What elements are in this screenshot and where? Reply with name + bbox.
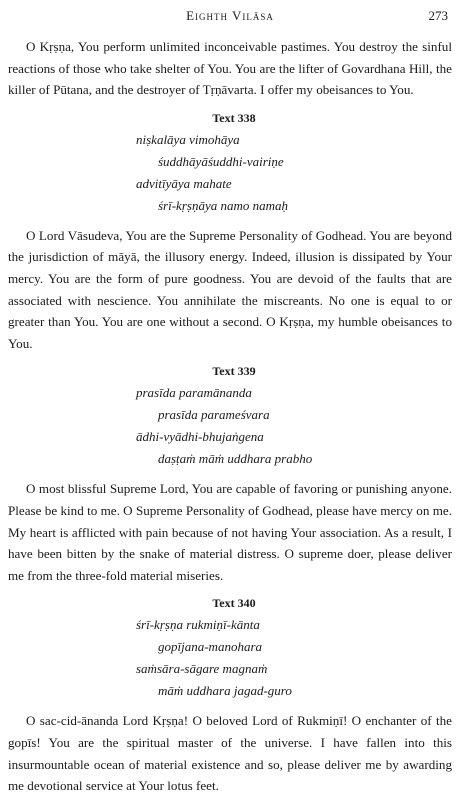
text-number: Text 339 bbox=[212, 364, 256, 379]
running-head bbox=[0, 8, 460, 28]
verse-line: advitīyāya mahate bbox=[136, 175, 232, 191]
page-number: 273 bbox=[428, 8, 448, 23]
verse-line: daṣṭaṁ māṁ uddhara prabho bbox=[158, 451, 313, 467]
paragraph: O sac-cid-ānanda Lord Kṛṣṇa! O beloved Lord of Rukmiṇī! O enchanter of the gopīs! You are the spiritual master of the universe. I have fallen into this insurmountable ocean of material existence and so, please deliver me by awarding me devotional service at Your lotus feet. bbox=[8, 713, 452, 794]
running-title: Eighth Vilāsa bbox=[186, 8, 274, 23]
paragraph: O most blissful Supreme Lord, You are capable of favoring or punishing anyone. Please be kind to me. O Supreme Personality of Godhead, please have mercy on me. My heart is afflicted with pain because of not having Your association. As a result, I have been bitten by the snake of material distress. O supreme doer, please deliver me from the three-fold material miseries. bbox=[8, 481, 452, 583]
text-number: Text 338 bbox=[212, 110, 256, 125]
verse-line: ādhi-vyādhi-bhujaṅgena bbox=[136, 429, 264, 445]
verse-line: prasīda parameśvara bbox=[158, 407, 270, 423]
verse-line: gopījana-manohara bbox=[158, 639, 262, 655]
verse-line: saṁsāra-sāgare magnaṁ bbox=[136, 661, 268, 677]
verse bbox=[8, 614, 452, 702]
verse bbox=[8, 382, 452, 470]
paragraph: O Lord Vāsudeva, You are the Supreme Personality of Godhead. You are beyond the jurisdiction of māyā, the illusory energy. Indeed, illusion is dissipated by Your mercy. You are the form of pure goodness. You are devoid of the faults that are associated with nescience. You annihilate the miscreants. No one is equal to or greater than You. You are one without a second. O Kṛṣṇa, my humble obeisances to You. bbox=[8, 227, 452, 351]
verse-line: śrī-kṛṣṇa rukmiṇī-kānta bbox=[136, 617, 260, 633]
body-text bbox=[8, 36, 452, 797]
verse bbox=[8, 129, 452, 217]
verse-line: niṣkalāya vimohāya bbox=[136, 131, 240, 147]
verse-line: māṁ uddhara jagad-guro bbox=[158, 683, 292, 699]
text-number: Text 340 bbox=[212, 596, 256, 611]
verse-line: śuddhāyāśuddhi-vairiṇe bbox=[158, 153, 284, 169]
paragraph: O Kṛṣṇa, You perform unlimited inconceivable pastimes. You destroy the sinful reactions of those who take shelter of You. You are the lifter of Govardhana Hill, the killer of Pūtana, and the destroyer of Tṛṇāvarta. I offer my obeisances to You. bbox=[8, 39, 452, 98]
verse-line: śrī-kṛṣṇāya namo namaḥ bbox=[158, 197, 288, 213]
verse-line: prasīda paramānanda bbox=[136, 385, 252, 401]
